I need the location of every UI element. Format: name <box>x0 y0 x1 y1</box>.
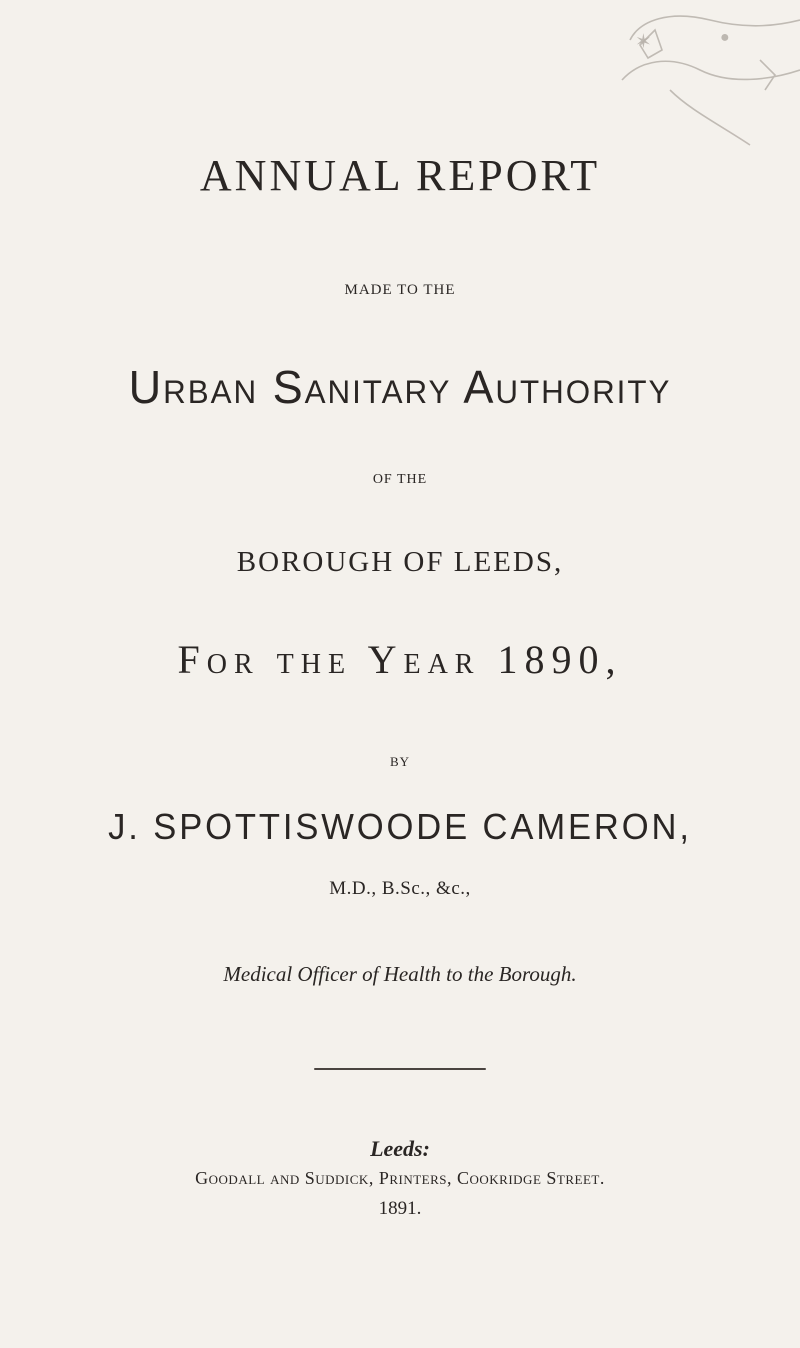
author-name: J. SPOTTISWOODE CAMERON, <box>108 806 692 847</box>
made-to-label: MADE TO THE <box>344 282 456 298</box>
of-the-label: OF THE <box>372 472 428 487</box>
report-title: ANNUAL REPORT <box>199 151 601 200</box>
imprint-city: Leeds: <box>370 1136 430 1161</box>
divider-rule <box>314 1068 486 1070</box>
imprint-year: 1891. <box>378 1198 422 1219</box>
report-year: For the Year 1890, <box>177 637 623 682</box>
svg-text:✶: ✶ <box>635 31 652 53</box>
borough-name: BOROUGH OF LEEDS, <box>236 546 564 578</box>
author-degrees: M.D., B.Sc., &c., <box>329 878 471 899</box>
svg-text:●: ● <box>720 29 730 46</box>
by-label: BY <box>389 754 411 769</box>
library-stamp-icon <box>600 0 800 150</box>
author-role: Medical Officer of Health to the Borough. <box>223 962 577 986</box>
imprint-printers: Goodall and Suddick, Printers, Cookridge Street. <box>195 1168 605 1188</box>
authority-name: Urban Sanitary Authority <box>128 361 672 413</box>
